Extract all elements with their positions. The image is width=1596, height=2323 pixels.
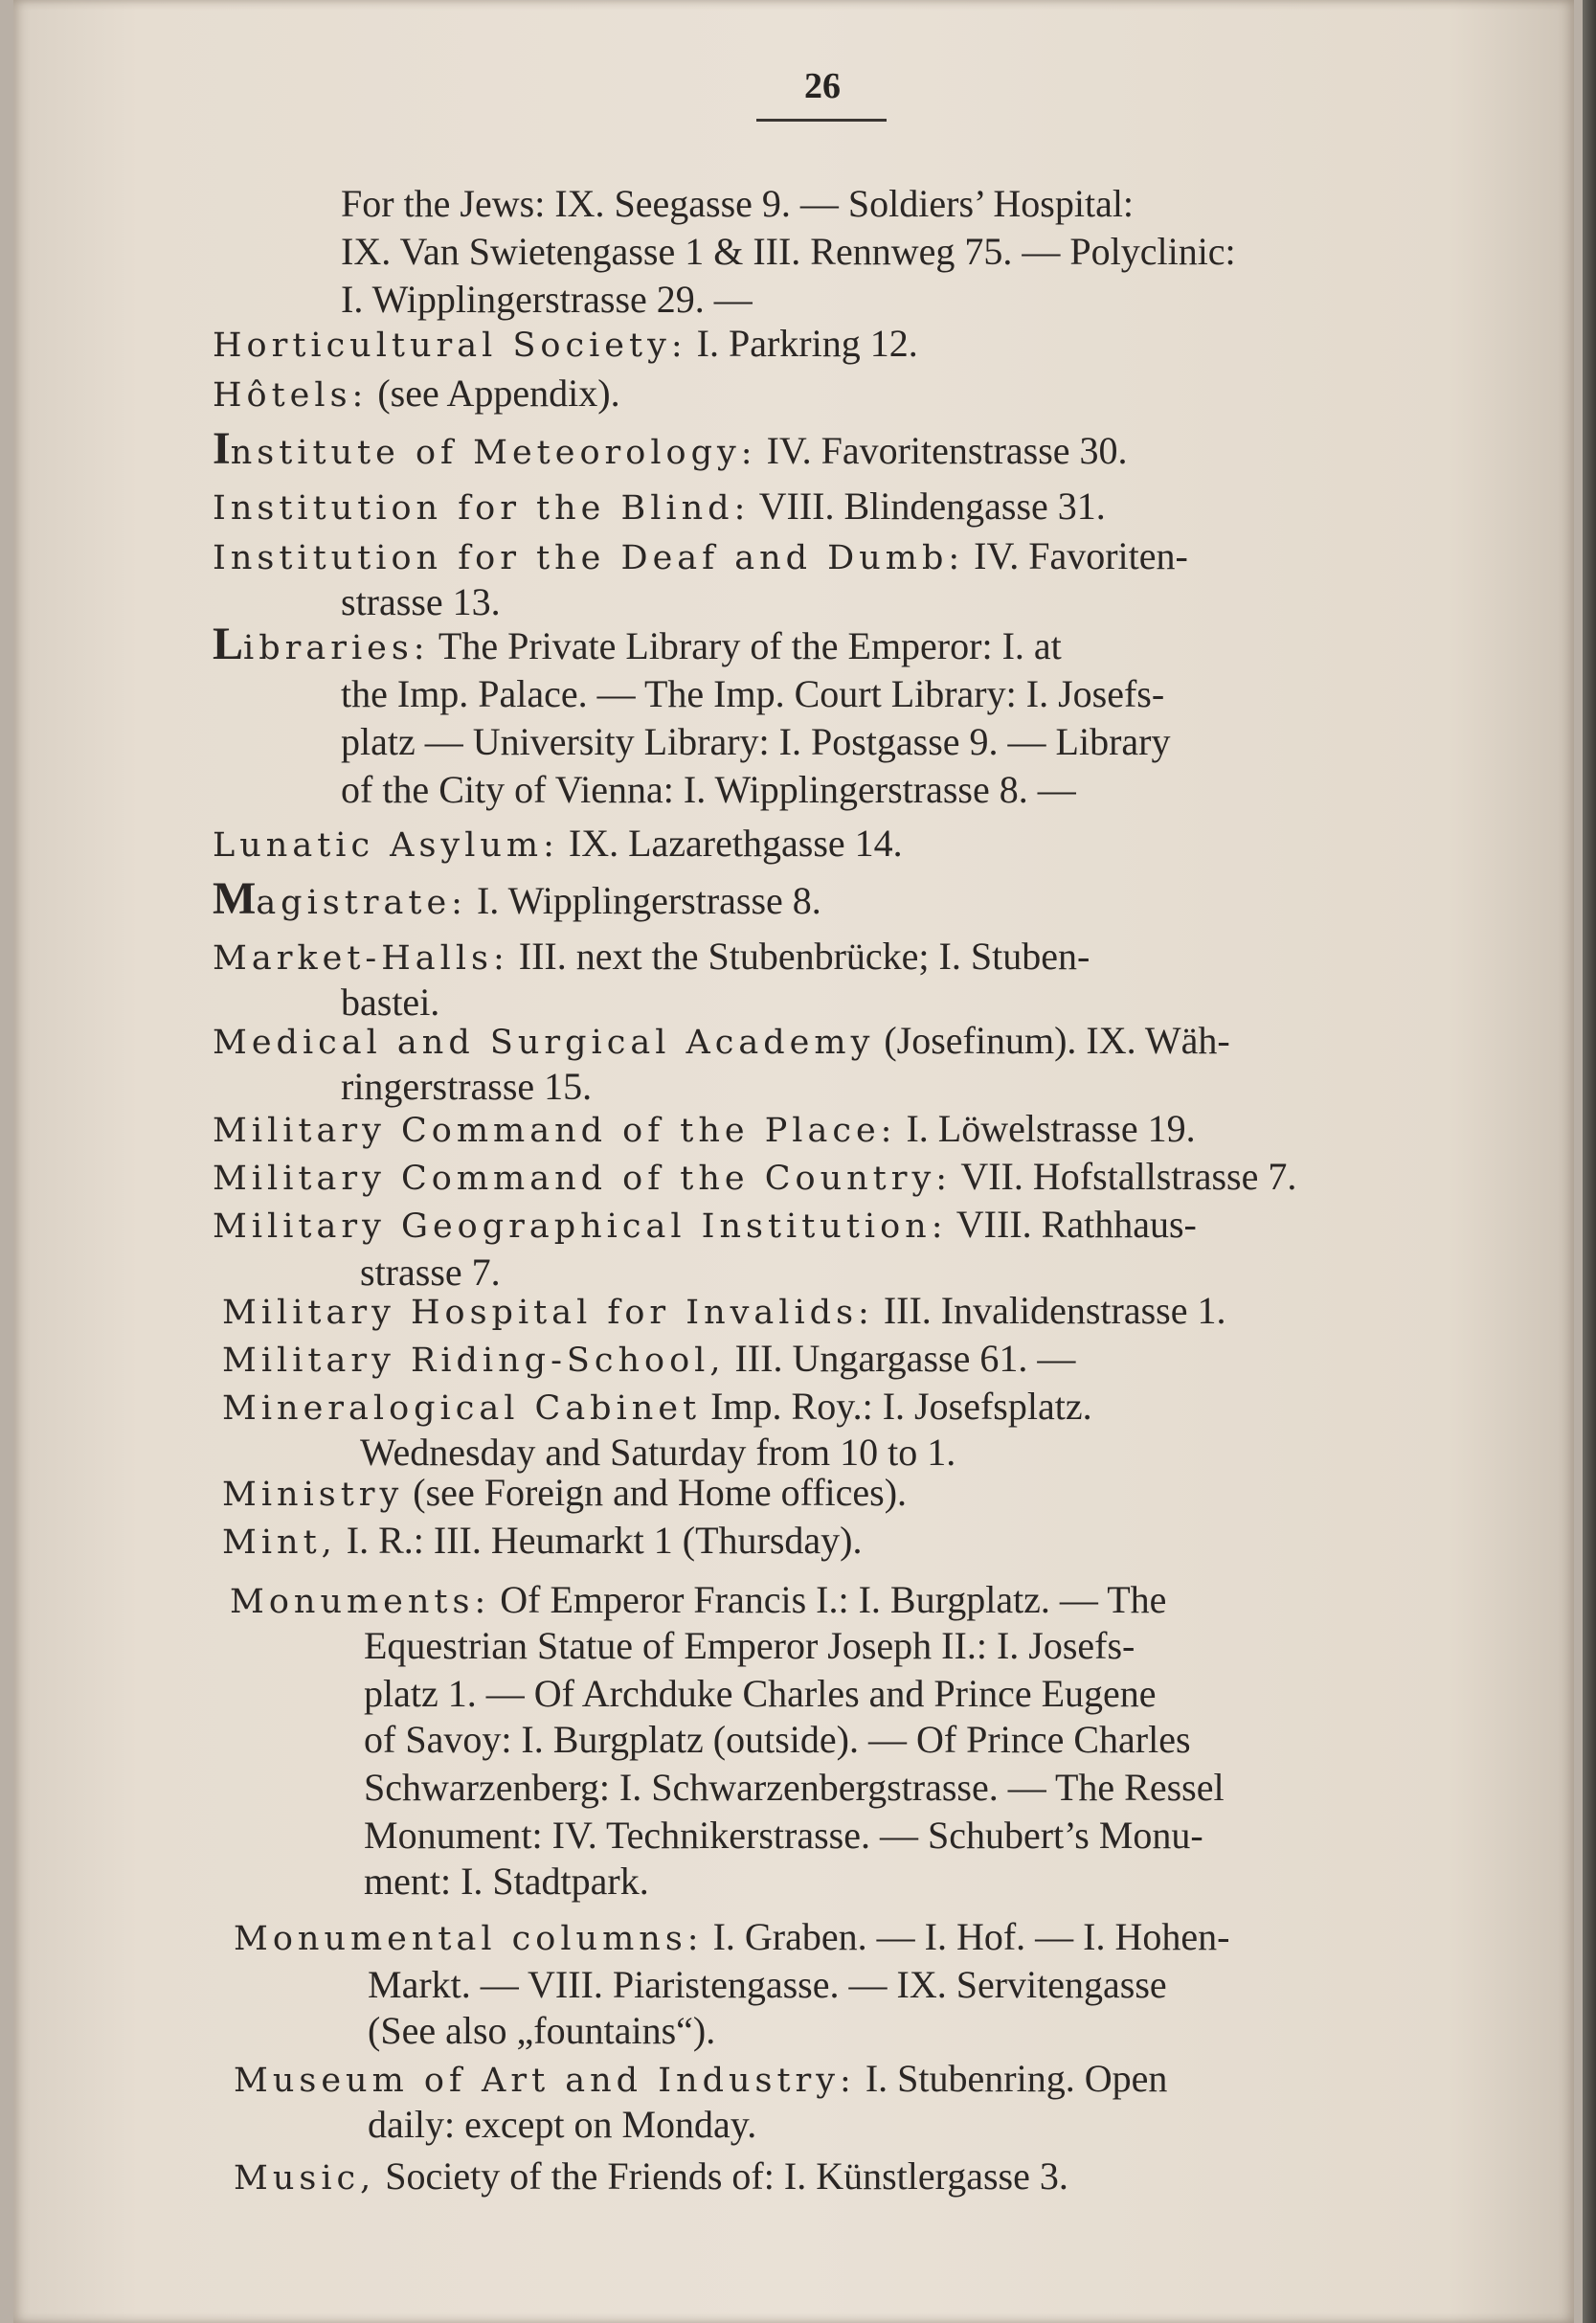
entry-line: ment: I. Stadtpark.	[364, 1860, 649, 1903]
entry-heading: Military Riding-School,	[222, 1342, 726, 1380]
entry-line: For the Jews: IX. Seegasse 9. — Soldiers’ Hospital:	[341, 182, 1135, 225]
entry-line: Medical and Surgical Academy (Josefinum). IX. Wäh-	[213, 1019, 1230, 1062]
entry-line: Lunatic Asylum: IX. Lazarethgasse 14.	[213, 822, 903, 865]
entry-line: ringerstrasse 15.	[341, 1065, 593, 1108]
entry-line: Schwarzenberg: I. Schwarzenbergstrasse. — The Ressel	[364, 1766, 1225, 1809]
entry-heading: Mint,	[222, 1523, 337, 1562]
entry-line: platz 1. — Of Archduke Charles and Prince Eugene	[364, 1672, 1157, 1715]
entry-heading: Museum of Art and Industry:	[234, 2062, 856, 2100]
entry-line: Libraries: The Private Library of the Emperor: I. at	[213, 619, 1062, 669]
entry-line: Institution for the Deaf and Dumb: IV. Favoriten-	[213, 534, 1188, 577]
entry-line: Military Command of the Country: VII. Hofstallstrasse 7.	[213, 1155, 1297, 1198]
entry-line: Institution for the Blind: VIII. Blindengasse 31.	[213, 485, 1106, 528]
entry-line: Ministry (see Foreign and Home offices).	[222, 1471, 908, 1514]
entry-heading: agistrate:	[256, 884, 467, 922]
entry-line: Magistrate: I. Wipplingerstrasse 8.	[213, 873, 821, 924]
entry-line: Monuments: Of Emperor Francis I.: I. Burgplatz. — The	[230, 1578, 1167, 1621]
entry-heading: Hôtels:	[213, 376, 369, 415]
section-initial: L	[213, 619, 244, 669]
entry-line: daily: except on Monday.	[368, 2103, 757, 2146]
entry-line: strasse 13.	[341, 580, 501, 623]
entry-heading: Horticultural Society:	[213, 327, 687, 365]
entry-line: platz — University Library: I. Postgasse 9. — Library	[341, 720, 1171, 763]
section-initial: M	[213, 873, 257, 924]
section-initial: I	[213, 423, 231, 474]
entry-line: strasse 7.	[360, 1251, 501, 1294]
entry-heading: Ministry	[222, 1476, 404, 1514]
entry-line: (See also „fountains“).	[368, 2009, 716, 2052]
page-number: 26	[804, 66, 841, 106]
entry-heading: Music,	[234, 2159, 376, 2198]
entry-line: of Savoy: I. Burgplatz (outside). — Of Prince Charles	[364, 1718, 1191, 1761]
entry-heading: Mineralogical Cabinet	[222, 1389, 702, 1428]
entry-line: Monumental columns: I. Graben. — I. Hof. — I. Hohen-	[234, 1915, 1230, 1958]
entry-line: Mint, I. R.: III. Heumarkt 1 (Thursday).	[222, 1519, 863, 1562]
entry-heading: Medical and Surgical Academy	[213, 1024, 875, 1062]
entry-heading: Military Geographical Institution:	[213, 1207, 948, 1246]
entry-heading: ibraries:	[243, 629, 430, 667]
entry-line: Museum of Art and Industry: I. Stubenring. Open	[234, 2057, 1168, 2100]
entry-heading: Monuments:	[230, 1583, 491, 1621]
entry-line: Horticultural Society: I. Parkring 12.	[213, 322, 918, 365]
entry-heading: nstitute of Meteorology:	[230, 434, 757, 472]
entry-line: I. Wipplingerstrasse 29. —	[341, 278, 753, 321]
entry-line: Military Riding-School, III. Ungargasse 61. —	[222, 1337, 1076, 1380]
entry-heading: Lunatic Asylum:	[213, 826, 559, 865]
entry-heading: Institution for the Blind:	[213, 489, 751, 528]
entry-line: the Imp. Palace. — The Imp. Court Library: I. Josefs-	[341, 672, 1165, 715]
entry-heading: Institution for the Deaf and Dumb:	[213, 539, 965, 577]
entry-heading: Monumental columns:	[234, 1920, 704, 1958]
entry-line: Military Command of the Place: I. Löwelstrasse 19.	[213, 1107, 1196, 1150]
entry-line: Monument: IV. Technikerstrasse. — Schubert’s Monu-	[364, 1814, 1203, 1857]
entry-line: Hôtels: (see Appendix).	[213, 372, 620, 415]
entry-line: of the City of Vienna: I. Wipplingerstrasse 8. —	[341, 768, 1076, 811]
entry-line: Military Geographical Institution: VIII. Rathhaus-	[213, 1203, 1197, 1246]
entry-line: IX. Van Swietengasse 1 & III. Rennweg 75. — Polyclinic:	[341, 230, 1236, 273]
entry-heading: Market-Halls:	[213, 939, 509, 978]
entry-line: Mineralogical Cabinet Imp. Roy.: I. Josefsplatz.	[222, 1385, 1092, 1428]
entry-line: Equestrian Statue of Emperor Joseph II.: I. Josefs-	[364, 1624, 1135, 1667]
entry-line: bastei.	[341, 981, 440, 1024]
entry-line: Institute of Meteorology: IV. Favoritenstrasse 30.	[213, 423, 1128, 474]
entry-line: Military Hospital for Invalids: III. Invalidenstrasse 1.	[222, 1289, 1226, 1332]
entry-heading: Military Command of the Country:	[213, 1160, 953, 1198]
entry-heading: Military Hospital for Invalids:	[222, 1294, 874, 1332]
entry-line: Markt. — VIII. Piaristengasse. — IX. Servitengasse	[368, 1963, 1167, 2006]
entry-line: Wednesday and Saturday from 10 to 1.	[360, 1431, 956, 1474]
entry-line: Market-Halls: III. next the Stubenbrücke; I. Stuben-	[213, 935, 1090, 978]
entry-heading: Military Command of the Place:	[213, 1112, 897, 1150]
entry-line: Music, Society of the Friends of: I. Künstlergasse 3.	[234, 2154, 1068, 2198]
